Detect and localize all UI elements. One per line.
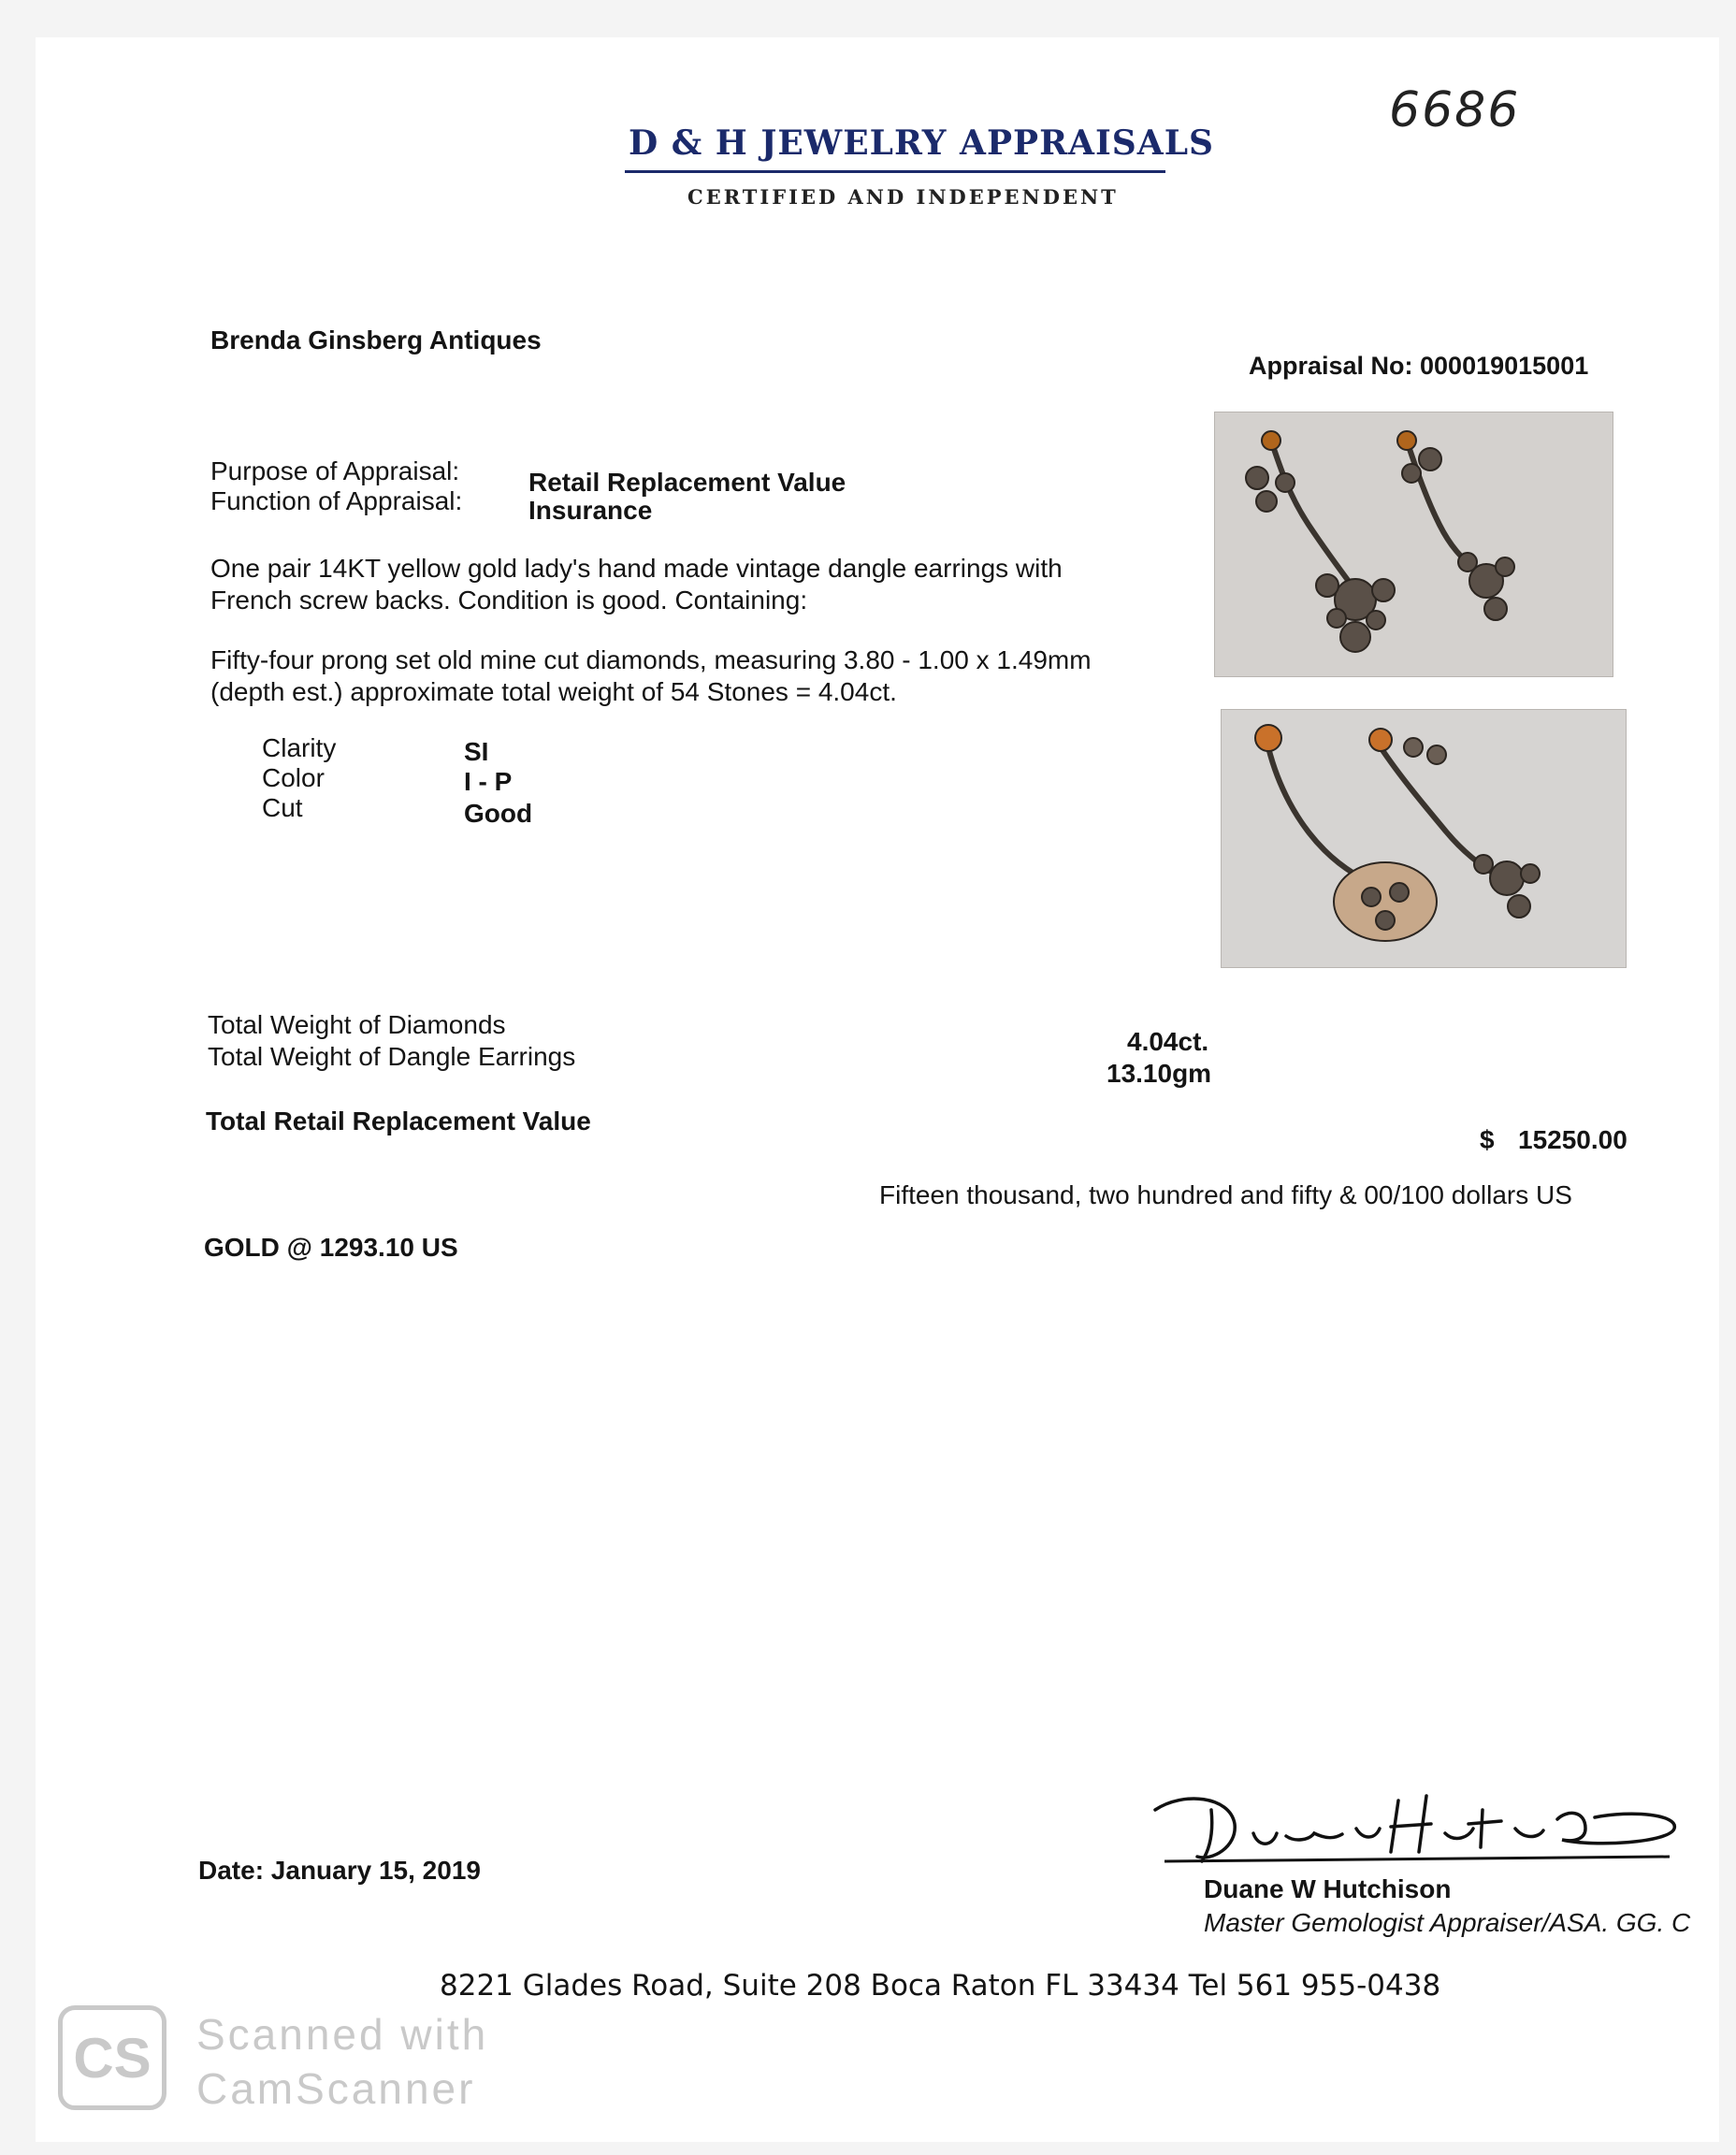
cut-label: Cut	[262, 793, 303, 822]
earrings-illustration-back	[1222, 710, 1626, 967]
total-earrings-label: Total Weight of Dangle Earrings	[208, 1042, 576, 1071]
handwritten-number: 6686	[1389, 82, 1521, 138]
total-retail-label: Total Retail Replacement Value	[206, 1106, 591, 1135]
earrings-photo-back	[1221, 709, 1627, 968]
watermark-line-2: CamScanner	[196, 2064, 476, 2113]
color-label: Color	[262, 763, 325, 792]
camscanner-logo	[58, 2005, 166, 2110]
clarity-value: SI	[464, 737, 489, 766]
cut-value: Good	[464, 799, 533, 828]
watermark-line-1: Scanned with	[196, 2010, 489, 2059]
purpose-value: Retail Replacement Value	[528, 468, 846, 497]
stones-line-1: Fifty-four prong set old mine cut diamonds, measuring 3.80 - 1.00 x 1.49mm	[210, 645, 1092, 674]
function-value: Insurance	[528, 496, 653, 525]
appraisal-date: Date: January 15, 2019	[198, 1856, 481, 1885]
handwritten-signature	[1146, 1782, 1679, 1885]
company-tagline: CERTIFIED AND INDEPENDENT	[687, 185, 1119, 209]
header-divider	[625, 170, 1165, 173]
clarity-label: Clarity	[262, 733, 337, 762]
company-name: D & H JEWELRY APPRAISALS	[629, 123, 1215, 163]
company-address: 8221 Glades Road, Suite 208 Boca Raton FL 33434 Tel 561 955-0438	[440, 1969, 1441, 2003]
total-earrings-value: 13.10gm	[1107, 1059, 1212, 1088]
total-diamonds-value: 4.04ct.	[1127, 1027, 1209, 1056]
total-diamonds-label: Total Weight of Diamonds	[208, 1010, 506, 1039]
client-name: Brenda Ginsberg Antiques	[210, 325, 542, 354]
amount-in-words: Fifteen thousand, two hundred and fifty & 00/100 dollars US	[879, 1180, 1572, 1209]
signer-title: Master Gemologist Appraiser/ASA. GG. C	[1204, 1908, 1691, 1937]
earrings-photo-front	[1214, 412, 1613, 677]
stones-line-2: (depth est.) approximate total weight of 54 Stones = 4.04ct.	[210, 677, 897, 706]
camscanner-logo-text: CS	[73, 2026, 152, 2090]
earrings-illustration-front	[1215, 412, 1613, 676]
signer-name: Duane W Hutchison	[1204, 1874, 1452, 1903]
currency-symbol: $	[1480, 1125, 1495, 1154]
description-line-1: One pair 14KT yellow gold lady's hand made vintage dangle earrings with	[210, 554, 1063, 583]
description-line-2: French screw backs. Condition is good. Containing:	[210, 586, 808, 615]
appraisal-number: Appraisal No: 000019015001	[1249, 352, 1589, 380]
function-label: Function of Appraisal:	[210, 486, 463, 515]
color-value: I - P	[464, 767, 513, 796]
purpose-label: Purpose of Appraisal:	[210, 456, 460, 485]
gold-price: GOLD @ 1293.10 US	[204, 1233, 458, 1262]
total-retail-value: 15250.00	[1518, 1125, 1628, 1154]
